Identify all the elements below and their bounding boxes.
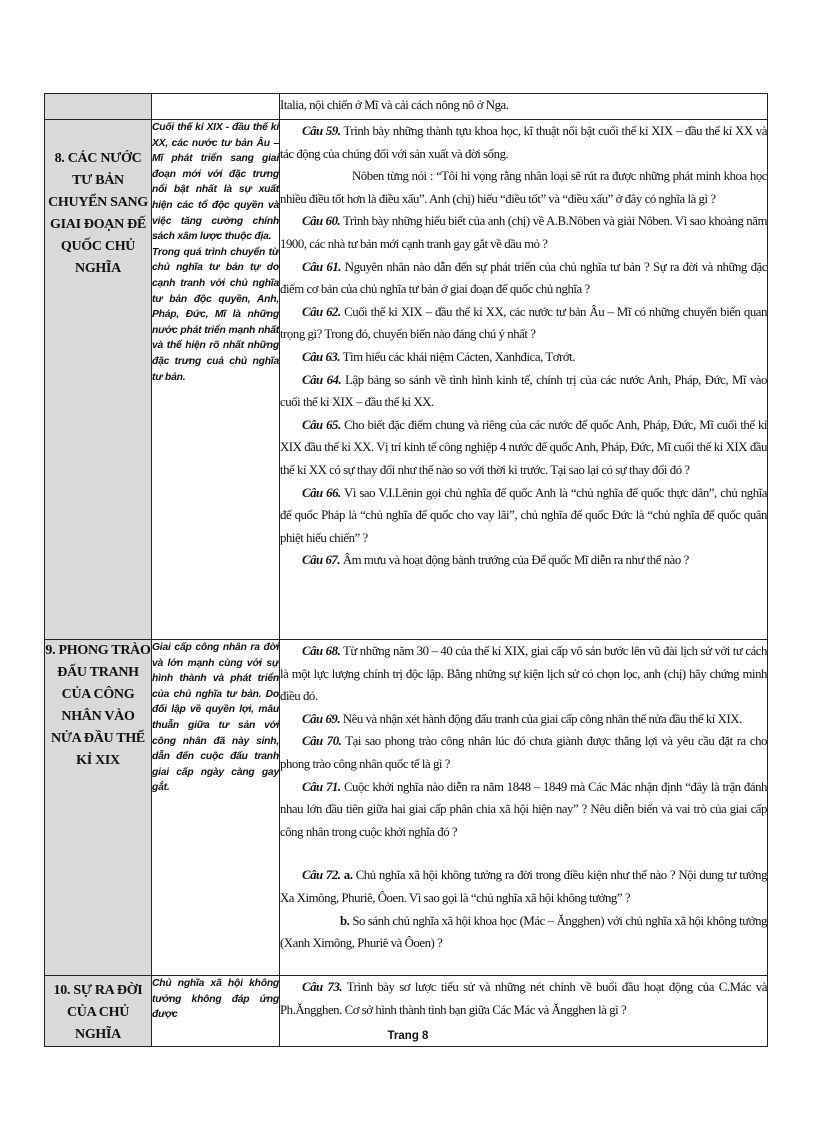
question	[280, 910, 767, 955]
table-row	[45, 120, 768, 640]
question	[280, 730, 767, 775]
question-label: Câu 66.	[302, 485, 341, 500]
question-text: Vì sao V.I.Lênin gọi chủ nghĩa đế quốc Anh là “chủ nghĩa đế quốc thực dân”, chủ nghĩa đế quốc Pháp là “chủ nghĩa đế quốc cho vay lãi”, chủ nghĩa đế quốc Đức là “chủ nghĩa đế quốc quân phiệt hiếu chiến” ?	[280, 485, 768, 545]
topic-cell	[45, 640, 152, 976]
question-label: Câu 72.	[302, 868, 341, 883]
question-label: Câu 73.	[302, 980, 343, 994]
summary-cell	[152, 94, 280, 120]
curriculum-table	[44, 93, 768, 1047]
question-text: Cuối thế kỉ XIX – đầu thế kỉ XX, các nước tư bản Âu – Mĩ có những chuyển biến quan trọng gì? Trong đó, chuyển biến nào đáng chú ý nhất ?	[280, 304, 767, 342]
topic-title: 9. PHONG TRÀO ĐẤU TRANH CỦA CÔNG NHÂN VÀO NỬA ĐẦU THẾ KỈ XIX	[45, 643, 151, 768]
question-label: Câu 60.	[302, 214, 341, 229]
question-label: Câu 68.	[302, 644, 341, 658]
question	[280, 976, 767, 1021]
page-number: Trang 8	[387, 1030, 429, 1042]
summary-text: Trong quá trình chuyển từ chủ nghĩa tư bản tự do cạnh tranh với chủ nghĩa tư bản độc quyền, Anh, Pháp, Đức, Mĩ là những nước phát triển mạnh nhất và thể hiện rõ nhất những đặc trưng cuả chủ nghĩa tư bản.	[152, 246, 279, 383]
question	[280, 549, 767, 572]
question-text: Cho biết đặc điểm chung và riêng của các nước đế quốc Anh, Pháp, Đức, Mĩ cuối thế kỉ XIX đầu thế kỉ XX. Vị trí kinh tế công nghiệp 4 nước đế quốc Anh, Pháp, Đức, Mĩ cuối thế kỉ XIX đầu thế kỉ XX có sự thay đổi như thế nào so với thời kì trước. Tại sao lại có sự thay đổi đó ?	[280, 417, 767, 477]
question-label: Câu 62.	[302, 304, 341, 319]
topic-title: 10. SỰ RA ĐỜI CỦA CHỦ NGHĨA	[53, 983, 143, 1042]
question	[280, 301, 767, 346]
question-text: Trình bày những hiểu biết của anh (chị) về A.B.Nôben và giải Nôben. Vì sao khoảng năm 1900, các nhà tư bản mới cạnh tranh gay gắt về dầu mỏ ?	[280, 214, 767, 251]
question	[280, 369, 767, 414]
question	[280, 414, 767, 482]
question-text: Tại sao phong trào công nhân lúc đó chưa giành được thắng lợi và yêu cầu đặt ra cho phong trào công nhân quốc tế là gì ?	[280, 734, 767, 771]
question-label: Câu 64.	[302, 372, 342, 387]
question-text: Tìm hiểu các khái niệm Cácten, Xanhđica, Tơrớt.	[342, 349, 575, 364]
summary-cell	[152, 120, 280, 640]
question-label: Câu 71.	[302, 779, 341, 794]
question-text: Lập bảng so sánh về tình hình kinh tế, chính trị của các nước Anh, Pháp, Đức, Mĩ vào cuối thế kỉ XIX – đầu thế kỉ XX.	[280, 372, 767, 410]
summary-text: Chủ nghĩa xã hội không tưởng không đáp ứng được	[152, 978, 279, 1021]
question-text: Từ những năm 30 – 40 của thế kỉ XIX, giai cấp vô sản bước lên vũ đài lịch sử với tư cách là một lực lượng chính trị độc lập. Bằng những sự kiện lịch sử có chọn lọc, anh (chị) hãy chứng minh điều đó.	[280, 644, 767, 704]
question-text: Nôben từng nói : “Tôi hi vọng rằng nhân loại sẽ rút ra được những phát minh khoa học nhiều điều tốt hơn là điều xấu”. Anh (chị) hiểu “điều tốt” và “điều xấu” ở đây có nghĩa là gì ?	[280, 169, 767, 206]
question-label: Câu 59.	[302, 124, 341, 138]
summary-cell	[152, 640, 280, 976]
table-row	[45, 94, 768, 120]
question-text: Italia, nội chiến ở Mĩ và cải cách nông nô ở Nga.	[280, 98, 509, 112]
question	[280, 165, 767, 210]
question-text: So sánh chủ nghĩa xã hội khoa học (Mác – Ăngghen) với chủ nghĩa xã hội không tưởng (Xanh Ximông, Phuriê và Ôoen) ?	[280, 913, 767, 951]
questions-cell	[280, 640, 768, 976]
question	[280, 708, 767, 731]
topic-cell	[45, 94, 152, 120]
question-label: Câu 65.	[302, 417, 341, 432]
question-text: Chủ nghĩa xã hội không tưởng ra đời trong điều kiện như thế nào ? Nội dung tư tưởng Xa Ximông, Phuriê, Ôoen. Vì sao gọi là “chủ nghĩa xã hội không tưởng” ?	[280, 868, 768, 905]
question	[280, 210, 767, 255]
topic-title: 8. CÁC NƯỚC TƯ BẢN CHUYỂN SANG GIAI ĐOẠN ĐẾ QUỐC CHỦ NGHĨA	[48, 151, 148, 276]
question	[280, 482, 767, 550]
summary-text: Cuối thế kỉ XIX - đầu thế kỉ XX, các nước tư bản Âu – Mĩ phát triển sang giai đoạn mới với đặc trưng nổi bật nhất là sự xuất hiện các tổ độc quyền và việc tăng cường chính sách xâm lược thuộc địa.	[152, 122, 279, 243]
question-label: Câu 61.	[302, 259, 342, 274]
question-text: Trình bày những thành tựu khoa học, kĩ thuật nổi bật cuối thế kỉ XIX – đầu thế kỉ XX và tác động của chúng đối với sản xuất và đời sống.	[280, 124, 767, 161]
question	[280, 256, 767, 301]
questions-cell	[280, 120, 768, 640]
question	[280, 864, 767, 909]
question-text: Cuộc khởi nghĩa nào diễn ra năm 1848 – 1849 mà Các Mác nhận định “đây là trận đánh nhau lớn đầu tiên giữa hai giai cấp phân chia xã hội hiện nay” ? Nêu diễn biến và vai trò của giai cấp công nhân trong cuộc khởi nghĩa đó ?	[280, 779, 767, 839]
question-sub-label: b.	[340, 913, 350, 928]
question	[280, 346, 767, 369]
question-text: Âm mưu và hoạt động bành trướng của Đế quốc Mĩ diễn ra như thế nào ?	[342, 553, 689, 568]
questions-cell	[280, 94, 768, 120]
question-label: Câu 70.	[302, 734, 342, 749]
question-label: Câu 69.	[302, 711, 341, 726]
question-sub-label: a.	[343, 868, 353, 883]
question-text: Nêu và nhận xét hành động đấu tranh của giai cấp công nhân thế nửa đầu thế kỉ XIX.	[342, 711, 742, 726]
summary-text: Giai cấp công nhân ra đời và lớn mạnh cùng với sự hình thành và phát triển của chủ nghĩa tư bản. Do đối lập về quyền lợi, mâu thuẫn giữa tư sản với công nhân đã này sinh, dẫn đến cuộc đấu tranh giai cấp ngày càng gay gắt.	[152, 642, 279, 794]
table-row	[45, 640, 768, 976]
question-text: Nguyên nhân nào dẫn đến sự phát triển của chủ nghĩa tư bản ? Sự ra đời và những đặc điểm cơ bản của chủ nghĩa tư bản ở giai đoạn đế quốc chủ nghĩa ?	[280, 259, 767, 297]
question	[280, 120, 767, 165]
question-label: Câu 63.	[302, 349, 341, 364]
question-label: Câu 67.	[302, 553, 341, 568]
topic-cell	[45, 120, 152, 640]
question	[280, 776, 767, 844]
question-text: Trình bày sơ lược tiểu sử và những nét chính về buổi đầu hoạt động của C.Mác và Ph.Ăngghen. Cơ sở hình thành tình bạn giữa Các Mác và Ăngghen là gì ?	[280, 980, 767, 1017]
question	[280, 640, 767, 708]
